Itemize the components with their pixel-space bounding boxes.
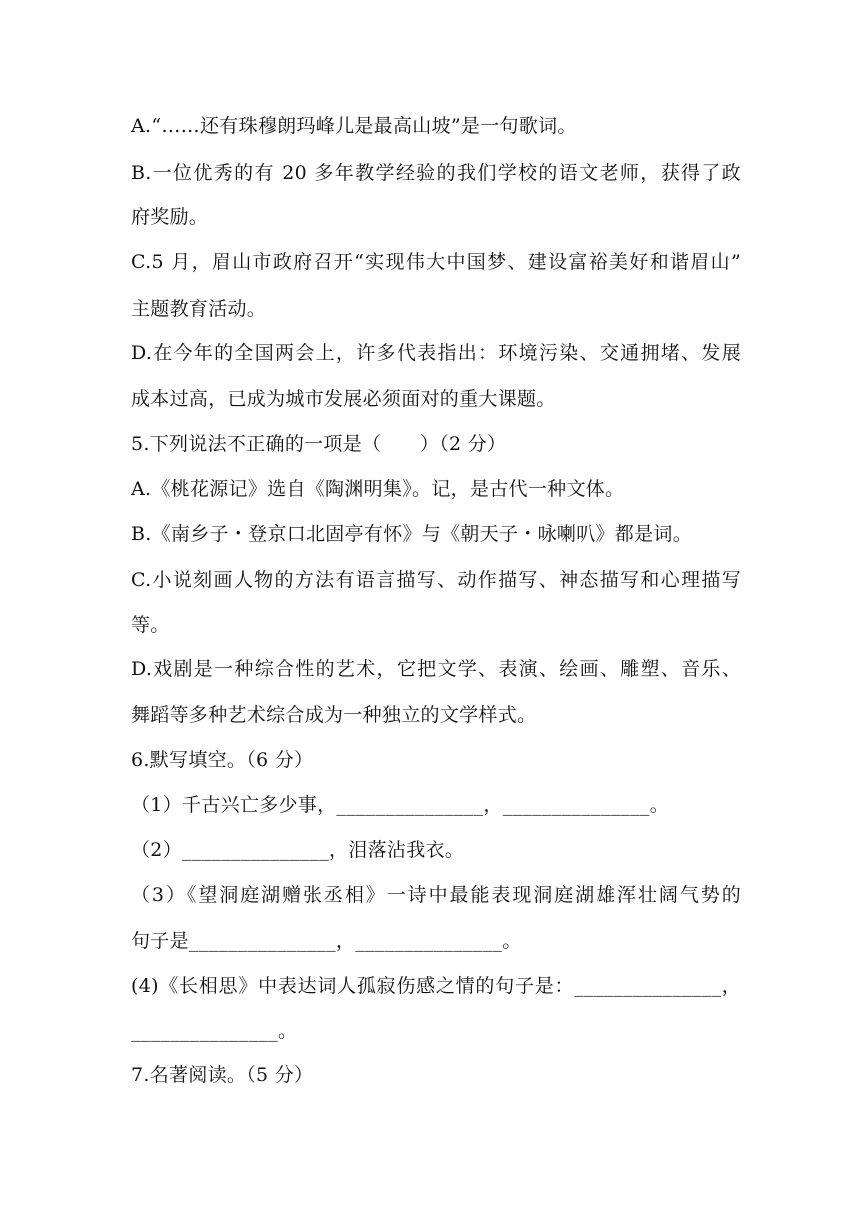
q5-option-b: B.《南乡子・登京口北固亭有怀》与《朝天子・咏喇叭》都是词。 bbox=[131, 523, 693, 545]
q6-item-4-line2: _______________。 bbox=[131, 1020, 298, 1042]
q6-item-1: （1）千古兴亡多少事，_______________，_______________。 bbox=[131, 794, 669, 816]
q6-item-4-line1: (4)《长相思》中表达词人孤寂伤感之情的句子是：_______________， bbox=[131, 975, 741, 997]
q5-option-a: A.《桃花源记》选自《陶渊明集》。记，是古代一种文体。 bbox=[131, 478, 625, 500]
q7-heading: 7.名著阅读。（5 分） bbox=[131, 1064, 314, 1086]
q6-heading: 6.默写填空。（6 分） bbox=[131, 749, 314, 771]
q4-option-b-line1: B.一位优秀的有 20 多年教学经验的我们学校的语文老师，获得了政 bbox=[131, 162, 741, 184]
q4-option-a: A.“……还有珠穆朗玛峰儿是最高山坡”是一句歌词。 bbox=[131, 115, 577, 137]
q5-question: 5.下列说法不正确的一项是（ ）（2 分） bbox=[131, 433, 507, 455]
q4-option-c-line1: C.5 月，眉山市政府召开“实现伟大中国梦、建设富裕美好和谐眉山” bbox=[131, 251, 741, 273]
q5-option-c-line2: 等。 bbox=[131, 614, 170, 636]
q6-item-3-line1: （3）《望洞庭湖赠张丞相》一诗中最能表现洞庭湖雄浑壮阔气势的 bbox=[131, 884, 741, 906]
q5-option-d-line1: D.戏剧是一种综合性的艺术，它把文学、表演、绘画、雕塑、音乐、 bbox=[131, 658, 741, 680]
q6-item-2: （2）_______________，泪落沾我衣。 bbox=[131, 839, 465, 861]
q5-option-d-line2: 舞蹈等多种艺术综合成为一种独立的文学样式。 bbox=[131, 704, 537, 726]
q4-option-d-line1: D.在今年的全国两会上，许多代表指出：环境污染、交通拥堵、发展 bbox=[131, 342, 741, 364]
q6-item-3-line2: 句子是_______________，_______________。 bbox=[131, 930, 522, 952]
q4-option-c-line2: 主题教育活动。 bbox=[131, 298, 267, 320]
q5-option-c-line1: C.小说刻画人物的方法有语言描写、动作描写、神态描写和心理描写 bbox=[131, 569, 741, 591]
q4-option-b-line2: 府奖励。 bbox=[131, 206, 209, 228]
q4-option-d-line2: 成本过高，已成为城市发展必须面对的重大课题。 bbox=[131, 388, 556, 410]
